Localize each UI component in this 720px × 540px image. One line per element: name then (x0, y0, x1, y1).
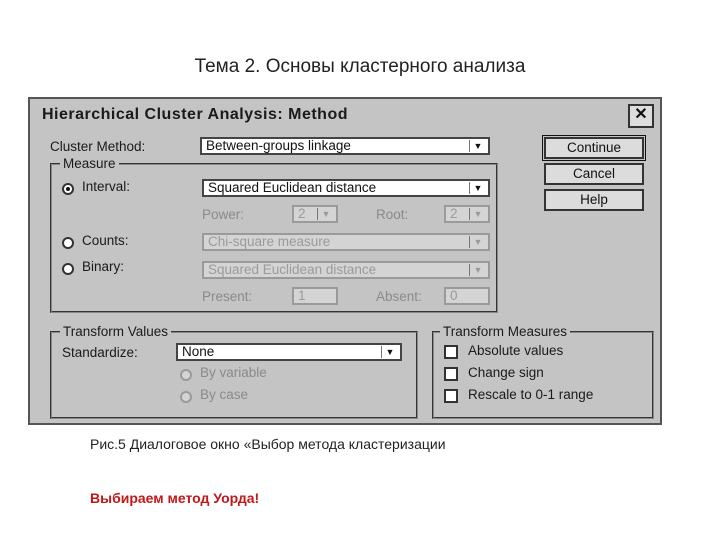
present-value: 1 (298, 288, 306, 303)
present-field[interactable] (292, 287, 338, 305)
absent-value: 0 (450, 288, 458, 303)
standardize-label: Standardize: (62, 345, 138, 360)
change-sign-checkbox[interactable] (444, 367, 458, 381)
close-icon[interactable]: ✕ (628, 104, 654, 128)
dialog-title: Hierarchical Cluster Analysis: Method (42, 106, 348, 123)
chevron-down-icon[interactable]: ▼ (381, 346, 398, 358)
chevron-down-icon: ▼ (317, 208, 334, 220)
present-label: Present: (202, 289, 253, 304)
measure-group-title: Measure (60, 156, 119, 171)
interval-measure-select[interactable] (202, 179, 490, 197)
by-case-label: By case (200, 387, 249, 402)
power-select[interactable] (292, 205, 338, 223)
root-select[interactable] (444, 205, 490, 223)
absent-field[interactable] (444, 287, 490, 305)
binary-measure-select[interactable] (202, 261, 490, 279)
interval-radio[interactable] (62, 183, 74, 195)
chevron-down-icon[interactable]: ▼ (469, 140, 486, 152)
chevron-down-icon: ▼ (469, 208, 486, 220)
root-label: Root: (376, 207, 409, 222)
interval-measure-value: Squared Euclidean distance (208, 180, 377, 195)
dialog-titlebar (36, 104, 654, 128)
help-button[interactable]: Help (544, 189, 644, 211)
chevron-down-icon: ▼ (469, 236, 486, 248)
interval-label: Interval: (82, 179, 131, 194)
power-value: 2 (298, 206, 306, 221)
cluster-method-label: Cluster Method: (50, 139, 146, 154)
counts-label: Counts: (82, 233, 129, 248)
cluster-method-value: Between-groups linkage (206, 138, 351, 153)
method-note: Выбираем метод Уорда! (90, 490, 260, 506)
transform-measures-title: Transform Measures (440, 324, 570, 339)
change-sign-label: Change sign (468, 365, 544, 380)
counts-measure-select[interactable] (202, 233, 490, 251)
counts-radio[interactable] (62, 237, 74, 249)
root-value: 2 (450, 206, 458, 221)
counts-measure-value: Chi-square measure (208, 234, 331, 249)
transform-values-title: Transform Values (60, 324, 171, 339)
absolute-values-checkbox[interactable] (444, 345, 458, 359)
figure-caption: Рис.5 Диалоговое окно «Выбор метода кластеризации (90, 436, 446, 452)
cluster-method-dialog (28, 97, 662, 425)
cancel-button[interactable]: Cancel (544, 163, 644, 185)
standardize-value: None (182, 344, 215, 359)
chevron-down-icon[interactable]: ▼ (469, 182, 486, 194)
absent-label: Absent: (376, 289, 422, 304)
binary-measure-value: Squared Euclidean distance (208, 262, 377, 277)
chevron-down-icon: ▼ (469, 264, 486, 276)
slide-title: Тема 2. Основы кластерного анализа (194, 56, 526, 77)
rescale-label: Rescale to 0-1 range (468, 387, 594, 402)
binary-label: Binary: (82, 259, 125, 274)
cluster-method-select[interactable] (200, 137, 490, 155)
by-variable-label: By variable (200, 365, 267, 380)
power-label: Power: (202, 207, 245, 222)
binary-radio[interactable] (62, 263, 74, 275)
continue-button[interactable]: Continue (544, 137, 644, 159)
by-case-radio[interactable] (180, 391, 192, 403)
rescale-checkbox[interactable] (444, 389, 458, 403)
absolute-values-label: Absolute values (468, 343, 564, 358)
standardize-select[interactable] (176, 343, 402, 361)
by-variable-radio[interactable] (180, 369, 192, 381)
